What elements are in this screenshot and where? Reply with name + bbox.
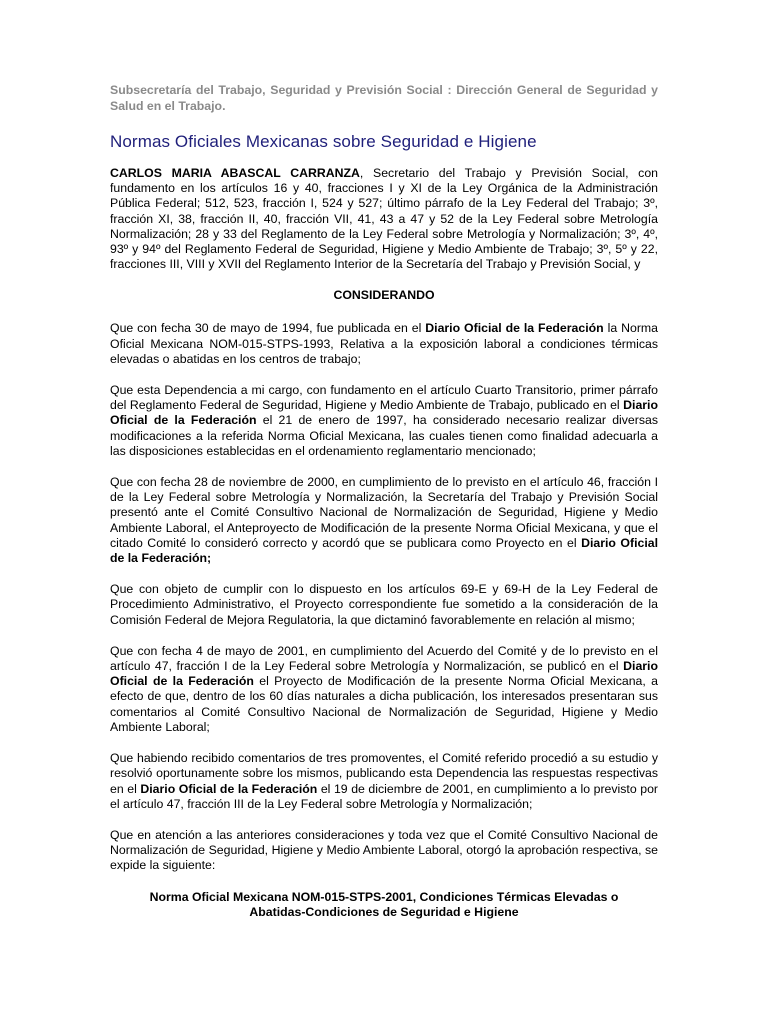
paragraph-text: Que con objeto de cumplir con lo dispuesto en los artículos 69-E y 69-H de la Ley Federal de Procedimiento Administrativo, el Proyecto correspondiente fue sometido a la consideración de la Comisión Federal de Mejora Regulatoria, la que dictaminó favorablemente en relación al mismo;: [110, 582, 658, 627]
paragraph-7: [110, 828, 658, 874]
diario-oficial-reference: Diario Oficial de la Federación: [110, 398, 658, 428]
diario-oficial-reference: Diario Oficial de la Federación;: [110, 535, 658, 566]
paragraph-4: [110, 582, 658, 628]
paragraph-text: Que con fecha 28 de noviembre de 2000, en cumplimiento de lo previsto en el artículo 46, fracción I de la Ley Federal sobre Metrología y Normalización, la Secretaría del Trabajo y Previsión Social presentó ante el Comité Consultivo Nacional de Normalización de Seguridad, Higiene y Medio Ambiente Laboral, el Anteproyecto de Modificación de la presente Norma Oficial Mexicana, y que el citado Comité lo consideró correcto y acordó que se publicara como Proyecto en el: [110, 475, 658, 550]
paragraph-1: [110, 321, 658, 367]
considerando-heading: CONSIDERANDO: [333, 288, 435, 303]
paragraph-text: Que con fecha 4 de mayo de 2001, en cumplimiento del Acuerdo del Comité y de lo previsto en el artículo 47, fracción I de la Ley Federal sobre Metrología y Normalización, se publicó en el: [110, 643, 658, 674]
paragraph-text: el 21 de enero de 1997, ha considerado necesario realizar diversas modificaciones a la referida Norma Oficial Mexicana, las cuales tienen como finalidad adecuarla a las disposiciones establecidas en el ordenamiento reglamentario mencionado;: [110, 413, 658, 458]
paragraph-5: [110, 644, 658, 735]
paragraph-text: Que con fecha 30 de mayo de 1994, fue publicada en el: [110, 321, 426, 336]
intro-text: , Secretario del Trabajo y Previsión Social, con fundamento en los artículos 16 y 40, fracciones I y XI de la Ley Orgánica de la Administración Pública Federal; 512, 523, fracción I, 524 y 527; último párrafo de la Ley Federal del Trabajo; 3º, fracción XI, 38, fracción II, 40, fracción VII, 41, 43 a 47 y 52 de la Ley Federal sobre Metrología Normalización; 28 y 33 del Reglamento de la Ley Federal sobre Metrología y Normalización; 3º, 4º, 93º y 94º del Reglamento Federal de Seguridad, Higiene y Medio Ambiente de Trabajo; 3º, 5º y 22, fracciones III, VIII y XVII del Reglamento Interior de la Secretaría del Trabajo y Previsión Social, y: [110, 166, 659, 272]
paragraph-6: [110, 751, 658, 812]
intro-paragraph: [110, 166, 658, 272]
signatory-name: CARLOS MARIA ABASCAL CARRANZA: [110, 166, 360, 180]
norm-title: Norma Oficial Mexicana NOM-015-STPS-2001, Condiciones Térmicas Elevadas o Abatidas-Condiciones de Seguridad e Higiene: [149, 889, 619, 919]
paragraph-2: [110, 383, 658, 459]
document-page: [110, 82, 658, 920]
paragraph-text: Que habiendo recibido comentarios de tres promoventes, el Comité referido procedió a su estudio y resolvió oportunamente sobre los mismos, publicando esta Dependencia las respuestas respectivas en el: [110, 751, 658, 796]
document-subheader: Subsecretaría del Trabajo, Seguridad y Previsión Social : Dirección General de Seguridad y Salud en el Trabajo.: [110, 83, 658, 113]
paragraph-text: Que esta Dependencia a mi cargo, con fundamento en el artículo Cuarto Transitorio, primer párrafo del Reglamento Federal de Seguridad, Higiene y Medio Ambiente de Trabajo, publicado en el: [110, 383, 658, 413]
diario-oficial-reference: Diario Oficial de la Federación: [140, 781, 318, 796]
paragraph-text: el Proyecto de Modificación de la presente Norma Oficial Mexicana, a efecto de que, dentro de los 60 días naturales a dicha publicación, los interesados presentaran sus comentarios al Comité Consultivo Nacional de Normalización de Seguridad, Higiene y Medio Ambiente Laboral;: [110, 674, 658, 734]
diario-oficial-reference: Diario Oficial de la Federación: [110, 659, 658, 689]
paragraph-3: [110, 475, 658, 566]
paragraph-text: Que en atención a las anteriores consideraciones y toda vez que el Comité Consultivo Nacional de Normalización de Seguridad, Higiene y Medio Ambiente Laboral, otorgó la aprobación respectiva, se expide la siguiente:: [110, 827, 658, 873]
paragraph-text: el 19 de diciembre de 2001, en cumplimiento a lo previsto por el artículo 47, fracción III de la Ley Federal sobre Metrología y Normalización;: [110, 781, 659, 811]
paragraph-text: la Norma Oficial Mexicana NOM-015-STPS-1993, Relativa a la exposición laboral a condiciones térmicas elevadas o abatidas en los centros de trabajo;: [110, 321, 659, 366]
document-title: Normas Oficiales Mexicanas sobre Seguridad e Higiene: [110, 132, 537, 151]
diario-oficial-reference: Diario Oficial de la Federación: [425, 321, 604, 336]
